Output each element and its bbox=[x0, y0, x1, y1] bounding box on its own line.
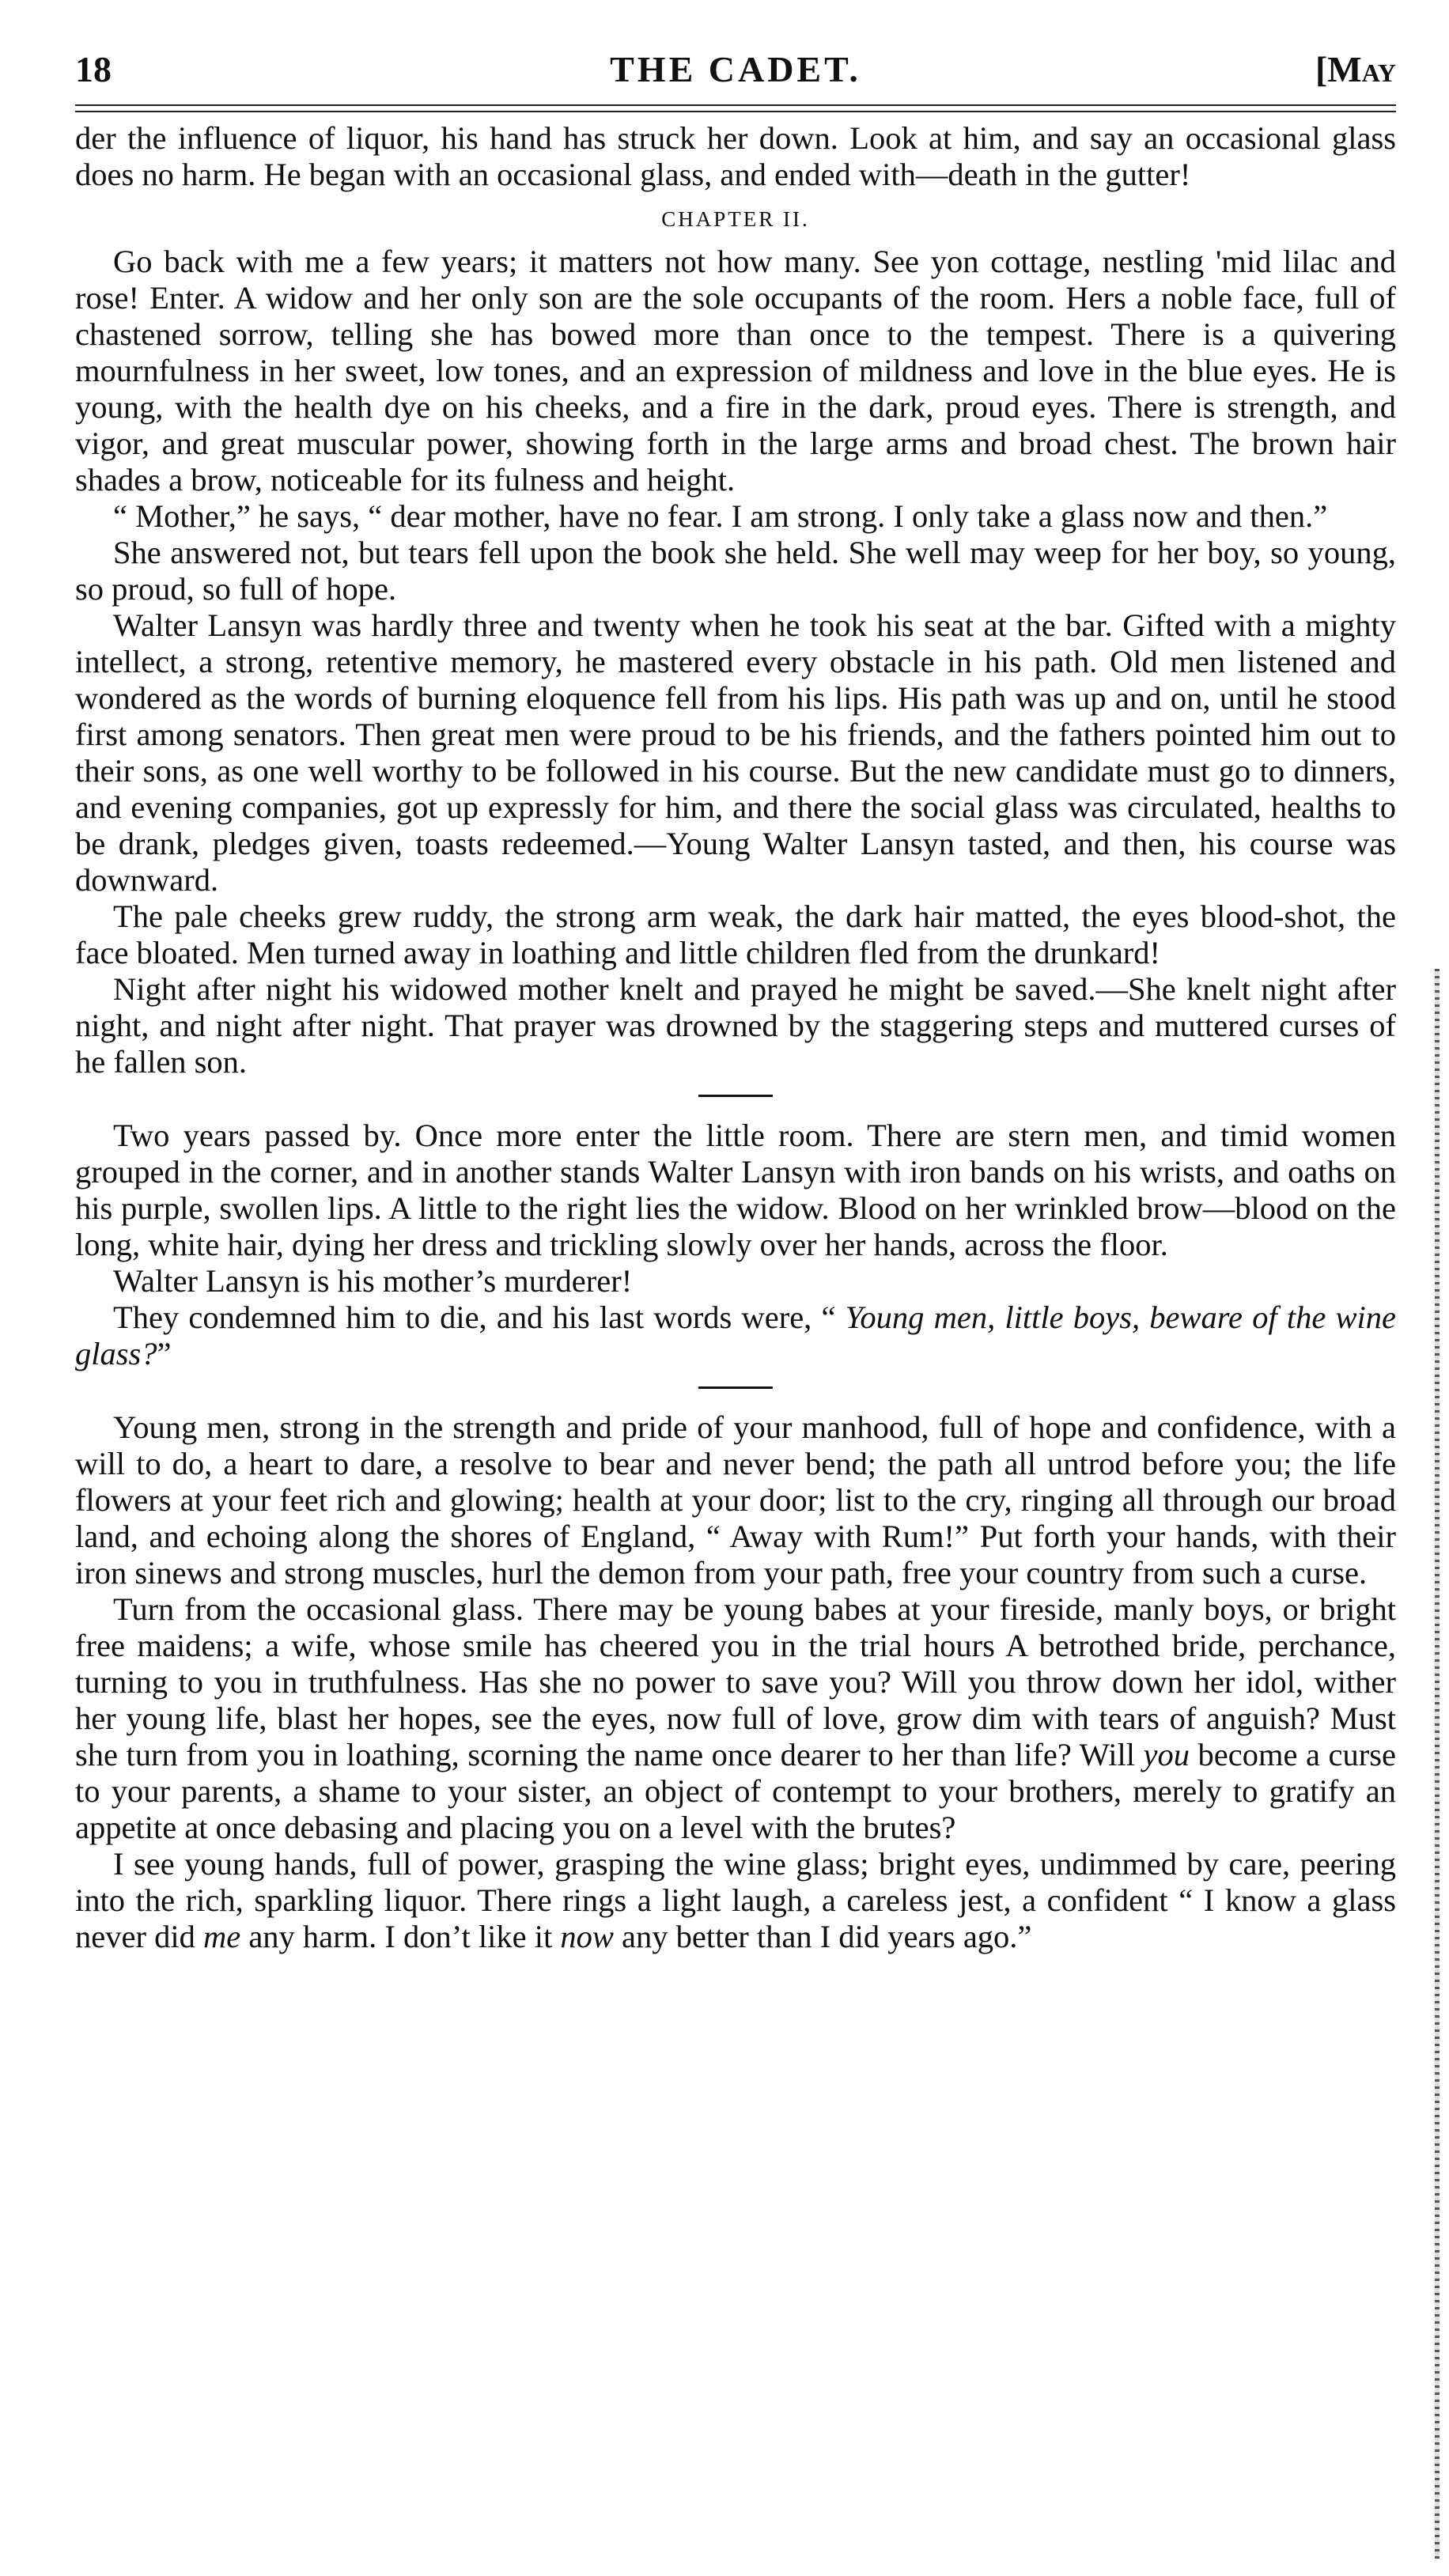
paragraph: She answered not, but tears fell upon the book she held. She well may weep for her boy, so young, so proud, so full of hope. bbox=[75, 535, 1396, 607]
paragraph: Walter Lansyn is his mother’s murderer! bbox=[113, 1263, 633, 1299]
running-header bbox=[75, 38, 1396, 101]
text-run: They condemned him to die, and his last words were, “ bbox=[113, 1299, 846, 1335]
paragraph: Night after night his widowed mother knelt and prayed he might be saved.—She knelt night after night, and night after night. That prayer was drowned by the staggering steps and muttered curses of he fallen son. bbox=[75, 971, 1396, 1080]
text-run: I see young hands, full of power, grasping the wine glass; bright eyes, undimmed by care, peering into the rich, sparkling liquor. There rings a light laugh, a careless jest, a confident “ I know a glass never did bbox=[75, 1846, 1396, 1954]
italic-text: me bbox=[202, 1919, 241, 1954]
text-run: Turn from the occasional glass. There may be young babes at your fireside, manly boys, or bright free maidens; a wife, whose smile has cheered you in the trial hours A betrothed bride, perchance, turning to you in truthfulness. Has she no power to save you? Will you throw down her idol, wither her young life, blast her hopes, see the eyes, now full of love, grow dim with tears of anguish? Must she turn from you in loathing, scorning the name once dearer to her than life? Will bbox=[75, 1591, 1396, 1772]
paragraph bbox=[75, 1846, 1396, 1955]
paragraph: “ Mother,” he says, “ dear mother, have no fear. I am strong. I only take a glass now and then.” bbox=[113, 498, 1328, 534]
paragraph: Young men, strong in the strength and pride of your manhood, full of hope and confidence, with a will to do, a heart to dare, a resolve to bear and never bend; the path all untrod before you; the life flowers at your feet rich and glowing; health at your door; list to the cry, ringing all through our broad land, and echoing along the shores of England, “ Away with Rum!” Put forth your hands, with their iron sinews and strong muscles, hurl the demon from your path, free your country from such a curse. bbox=[75, 1409, 1396, 1591]
header-rule bbox=[75, 104, 1396, 112]
paragraph: Go back with me a few years; it matters not how many. See yon cottage, nestling 'mid lilac and rose! Enter. A widow and her only son are the sole occupants of the room. Hers a noble face, full of chastened sorrow, telling she has bowed more than once to the tempest. There is a quivering mournfulness in her sweet, low tones, and an expression of mildness and love in the blue eyes. He is young, with the health dye on his cheeks, and a fire in the dark, proud eyes. There is strength, and vigor, and great muscular power, showing forth in the large arms and broad chest. The brown hair shades a brow, noticeable for its fulness and height. bbox=[75, 244, 1396, 497]
text-run: ” bbox=[157, 1336, 172, 1371]
paragraph: The pale cheeks grew ruddy, the strong arm weak, the dark hair matted, the eyes blood-shot, the face bloated. Men turned away in loathing and little children fled from the drunkard! bbox=[75, 898, 1396, 970]
book-page bbox=[75, 38, 1396, 1955]
italic-text: you bbox=[1143, 1737, 1190, 1772]
page-edge-binding bbox=[1435, 969, 1440, 2559]
italic-text: now bbox=[560, 1919, 614, 1954]
italic-text: Young men, little boys, beware of the wine glass? bbox=[75, 1299, 1396, 1371]
paragraph: Two years passed by. Once more enter the little room. There are stern men, and timid women grouped in the corner, and in another stands Walter Lansyn with iron bands on his wrists, and oaths on his purple, swollen lips. A little to the right lies the widow. Blood on her wrinkled brow—blood on the long, white hair, dying her dress and trickling slowly over her hands, across the floor. bbox=[75, 1118, 1396, 1262]
paragraph: Walter Lansyn was hardly three and twenty when he took his seat at the bar. Gifted with a mighty intellect, a strong, retentive memory, he mastered every obstacle in his path. Old men listened and wondered as the words of burning eloquence fell from his lips. His path was up and on, until he stood first among senators. Then great men were proud to be his friends, and the fathers pointed him out to their sons, as one well worthy to be followed in his course. But the new candidate must go to dinners, and evening companies, got up expressly for him, and there the social glass was circulated, healths to be drank, pledges given, toasts redeemed.—Young Walter Lansyn tasted, and then, his course was downward. bbox=[75, 607, 1396, 898]
running-month: [May bbox=[1315, 49, 1396, 89]
paragraph-continued: der the influence of liquor, his hand has struck her down. Look at him, and say an occasional glass does no harm. He began with an occasional glass, and ended with—death in the gutter! bbox=[75, 120, 1396, 192]
page-number: 18 bbox=[75, 49, 112, 89]
text-run: any harm. I don’t like it bbox=[240, 1919, 561, 1954]
paragraph bbox=[75, 1299, 1396, 1372]
paragraph bbox=[75, 1591, 1396, 1846]
running-title: THE CADET. bbox=[610, 49, 861, 89]
section-separator bbox=[698, 1095, 773, 1097]
section-separator bbox=[698, 1386, 773, 1389]
chapter-heading: CHAPTER II. bbox=[661, 207, 810, 231]
text-run: become a curse to your parents, a shame to your sister, an object of contempt to your brothers, merely to gratify an appetite at once debasing and placing you on a level with the brutes? bbox=[75, 1737, 1396, 1845]
text-run: any better than I did years ago.” bbox=[613, 1919, 1032, 1954]
